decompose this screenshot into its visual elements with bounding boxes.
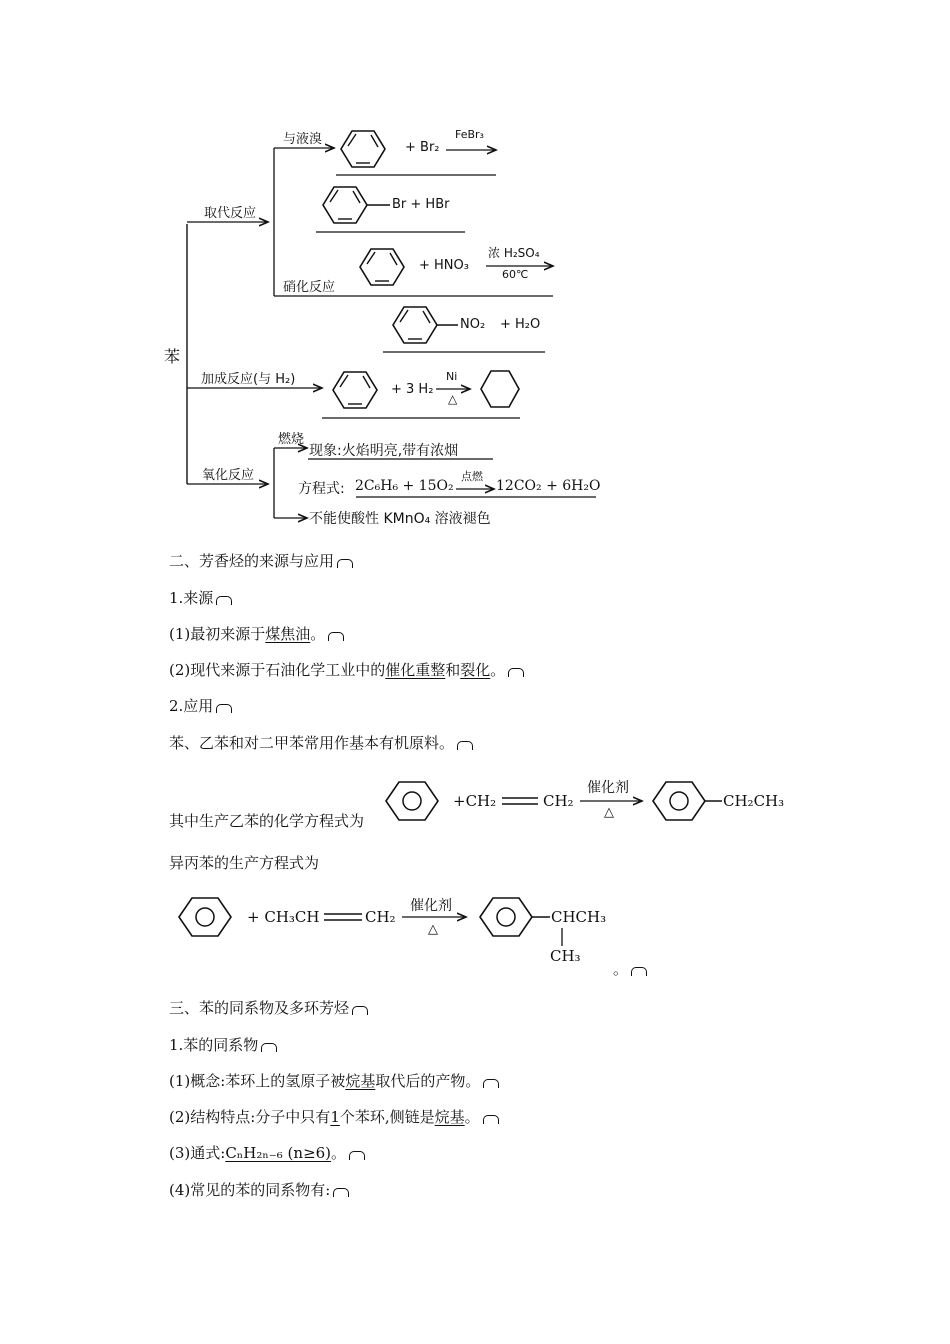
equation-reactants: 2C₆H₆ + 15O₂ bbox=[355, 478, 454, 494]
ethylene-ch2: CH₂ bbox=[543, 792, 574, 810]
paragraph: (2)现代来源于石油化学工业中的催化重整和裂化。 bbox=[169, 659, 524, 680]
paragraph: 2.应用 bbox=[169, 695, 232, 716]
ethylbenzene-ring bbox=[653, 782, 705, 820]
cumene-ring bbox=[480, 898, 532, 936]
paragraph: (3)通式:CₙH₂ₙ₋₆ (n≥6)。 bbox=[169, 1142, 365, 1163]
product-bromobenzene: Br + HBr bbox=[392, 197, 450, 212]
product-water: + H₂O bbox=[500, 317, 541, 332]
benzene-ring bbox=[360, 249, 404, 285]
benzene-ring bbox=[341, 131, 385, 167]
paragraph: 1.来源 bbox=[169, 587, 232, 608]
paragraph: (1)概念:苯环上的氢原子被烷基取代后的产物。 bbox=[169, 1070, 499, 1091]
combustion-label: 燃烧 bbox=[278, 432, 305, 447]
equation-label: 方程式: bbox=[298, 481, 345, 497]
mark-icon bbox=[216, 704, 232, 713]
mark-icon bbox=[508, 668, 524, 677]
paragraph: 其中生产乙苯的化学方程式为 bbox=[169, 812, 365, 830]
heat-symbol: △ bbox=[428, 922, 438, 937]
isopropyl-group: CHCH₃ bbox=[551, 908, 607, 926]
mark-icon bbox=[328, 632, 344, 641]
paragraph: (4)常见的苯的同系物有: bbox=[169, 1179, 349, 1200]
reagent-hno3: + HNO₃ bbox=[419, 258, 469, 273]
cyclohexane-ring bbox=[481, 371, 519, 407]
benzene-ring bbox=[386, 782, 438, 820]
propene-reagent: + CH₃CH bbox=[247, 908, 320, 926]
equation-products: 12CO₂ + 6H₂O bbox=[496, 478, 601, 494]
sub-label-nitration: 硝化反应 bbox=[283, 280, 336, 295]
mark-icon bbox=[352, 1006, 368, 1015]
paragraph: (2)结构特点:分子中只有1个苯环,侧链是烷基。 bbox=[169, 1106, 499, 1127]
reagent-h2: + 3 H₂ bbox=[391, 382, 434, 397]
benzene-ring bbox=[179, 898, 231, 936]
phenomenon-text: 现象:火焰明亮,带有浓烟 bbox=[309, 443, 459, 459]
sub-label-bromination: 与液溴 bbox=[283, 132, 323, 147]
mark-icon bbox=[216, 596, 232, 605]
sentence-end: 。 bbox=[613, 958, 647, 979]
mark-icon bbox=[631, 967, 647, 976]
catalyst-febr3: FeBr₃ bbox=[455, 128, 484, 141]
mark-icon bbox=[483, 1079, 499, 1088]
ignite-condition: 点燃 bbox=[461, 470, 483, 483]
methyl-branch: CH₃ bbox=[550, 947, 581, 965]
branch-label-addition: 加成反应(与 H₂) bbox=[201, 372, 296, 387]
reagent-br2: + Br₂ bbox=[405, 140, 440, 155]
mark-icon bbox=[333, 1188, 349, 1197]
ethyl-group: CH₂CH₃ bbox=[723, 792, 785, 810]
mark-icon bbox=[261, 1043, 277, 1052]
group-no2: NO₂ bbox=[460, 317, 486, 332]
branch-label-oxidation: 氧化反应 bbox=[202, 468, 255, 483]
paragraph: 苯、乙苯和对二甲苯常用作基本有机原料。 bbox=[169, 732, 473, 753]
mark-icon bbox=[457, 741, 473, 750]
heat-symbol: △ bbox=[604, 805, 614, 820]
catalyst-label: 催化剂 bbox=[587, 780, 629, 796]
paragraph: 异丙苯的生产方程式为 bbox=[169, 854, 320, 872]
nitrobenzene-ring bbox=[393, 307, 437, 343]
temperature: 60℃ bbox=[502, 268, 529, 281]
mark-icon bbox=[349, 1151, 365, 1160]
benzene-ring bbox=[333, 372, 377, 408]
kmno4-text: 不能使酸性 KMnO₄ 溶液褪色 bbox=[309, 511, 491, 527]
section-heading: 三、苯的同系物及多环芳烃 bbox=[169, 997, 368, 1018]
root-label: 苯 bbox=[164, 347, 181, 366]
catalyst-label: 催化剂 bbox=[410, 898, 452, 914]
branch-label-substitution: 取代反应 bbox=[204, 206, 257, 221]
paragraph: (1)最初来源于煤焦油。 bbox=[169, 623, 344, 644]
catalyst-h2so4: 浓 H₂SO₄ bbox=[488, 246, 540, 260]
heat-symbol: △ bbox=[448, 392, 458, 406]
ethylene-ch2: +CH₂ bbox=[453, 792, 497, 810]
mark-icon bbox=[337, 559, 353, 568]
mark-icon bbox=[483, 1115, 499, 1124]
catalyst-ni: Ni bbox=[446, 370, 458, 383]
section-heading: 二、芳香烃的来源与应用 bbox=[169, 550, 353, 571]
bromobenzene-ring bbox=[323, 187, 367, 223]
propene-ch2: CH₂ bbox=[365, 908, 396, 926]
paragraph: 1.苯的同系物 bbox=[169, 1034, 277, 1055]
